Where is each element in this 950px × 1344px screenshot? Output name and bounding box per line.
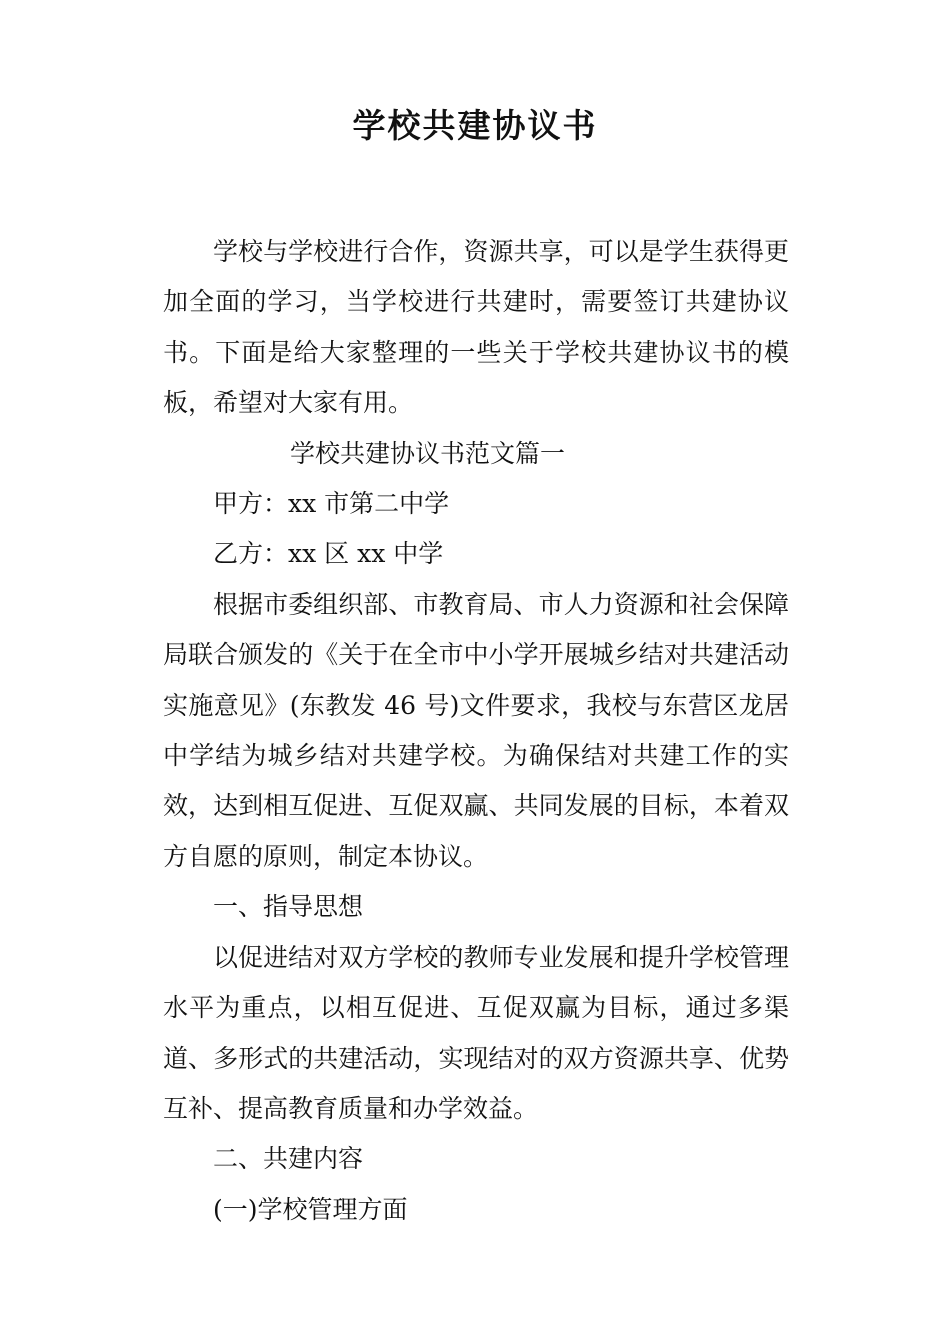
section-heading-template-one: 学校共建协议书范文篇一 <box>290 438 566 468</box>
party-a-line: 甲方：xx 市第二中学 <box>213 489 450 519</box>
document-body <box>163 227 789 1235</box>
subheading-school-management: (一)学校管理方面 <box>213 1194 408 1224</box>
heading-guiding-principles: 一、指导思想 <box>213 892 364 922</box>
guiding-principles-paragraph: 以促进结对双方学校的教师专业发展和提升学校管理水平为重点，以相互促进、互促双赢为目标，通过多渠道、多形式的共建活动，实现结对的双方资源共享、优势互补、提高教育质量和办学效益。 <box>163 942 789 1123</box>
background-paragraph: 根据市委组织部、市教育局、市人力资源和社会保障局联合颁发的《关于在全市中小学开展城乡结对共建活动实施意见》(东教发 46 号)文件要求，我校与东营区龙居中学结为城乡结对共建学校。为确保结对共建工作的实效，达到相互促进、互促双赢、共同发展的目标，本着双方自愿的原则，制定本协议。 <box>163 589 789 871</box>
document-title: 学校共建协议书 <box>352 106 598 145</box>
heading-cooperation-content: 二、共建内容 <box>213 1144 364 1174</box>
intro-paragraph: 学校与学校进行合作，资源共享，可以是学生获得更加全面的学习，当学校进行共建时，需要签订共建协议书。下面是给大家整理的一些关于学校共建协议书的模板，希望对大家有用。 <box>163 237 789 418</box>
party-b-line: 乙方：xx 区 xx 中学 <box>213 539 444 569</box>
